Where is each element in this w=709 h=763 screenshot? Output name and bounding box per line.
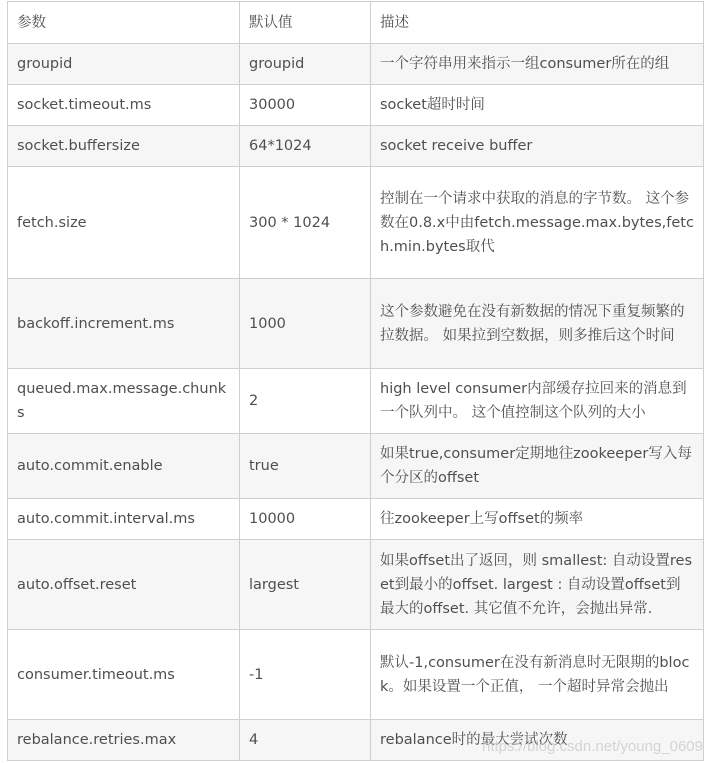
- table-row: [8, 499, 704, 540]
- description-cell: 控制在一个请求中获取的消息的字节数。 这个参数在0.8.x中由fetch.message.max.bytes,fetch.min.bytes取代: [371, 167, 704, 279]
- table-row: [8, 540, 704, 630]
- param-cell: socket.timeout.ms: [8, 85, 240, 126]
- table-row: [8, 167, 704, 279]
- header-description: 描述: [371, 2, 704, 44]
- description-cell: 如果true,consumer定期地往zookeeper写入每个分区的offset: [371, 434, 704, 499]
- header-default: 默认值: [240, 2, 371, 44]
- param-cell: backoff.increment.ms: [8, 279, 240, 369]
- description-cell: socket receive buffer: [371, 126, 704, 167]
- table-row: [8, 369, 704, 434]
- default-cell: 1000: [240, 279, 371, 369]
- description-cell: 如果offset出了返回，则 smallest: 自动设置reset到最小的offset. largest : 自动设置offset到最大的offset. 其它值不允许，会抛出异常.: [371, 540, 704, 630]
- description-cell: 往zookeeper上写offset的频率: [371, 499, 704, 540]
- table-row: [8, 85, 704, 126]
- param-cell: queued.max.message.chunks: [8, 369, 240, 434]
- config-table: [7, 1, 704, 761]
- table-row: [8, 720, 704, 761]
- description-cell: socket超时时间: [371, 85, 704, 126]
- param-cell: auto.commit.interval.ms: [8, 499, 240, 540]
- description-cell: high level consumer内部缓存拉回来的消息到一个队列中。 这个值控制这个队列的大小: [371, 369, 704, 434]
- table-row: [8, 279, 704, 369]
- header-param: 参数: [8, 2, 240, 44]
- watermark: https://blog.csdn.net/young_0609: [481, 738, 703, 755]
- table-row: [8, 126, 704, 167]
- table-row: [8, 434, 704, 499]
- default-cell: 64*1024: [240, 126, 371, 167]
- default-cell: 30000: [240, 85, 371, 126]
- table-row: [8, 44, 704, 85]
- param-cell: consumer.timeout.ms: [8, 630, 240, 720]
- param-cell: socket.buffersize: [8, 126, 240, 167]
- table-row: [8, 630, 704, 720]
- description-cell: 这个参数避免在没有新数据的情况下重复频繁的拉数据。 如果拉到空数据，则多推后这个时间: [371, 279, 704, 369]
- default-cell: 300 * 1024: [240, 167, 371, 279]
- default-cell: groupid: [240, 44, 371, 85]
- default-cell: -1: [240, 630, 371, 720]
- param-cell: auto.offset.reset: [8, 540, 240, 630]
- header-row: [8, 2, 704, 44]
- description-cell: 默认-1,consumer在没有新消息时无限期的block。如果设置一个正值， 一个超时异常会抛出: [371, 630, 704, 720]
- default-cell: 2: [240, 369, 371, 434]
- description-cell: 一个字符串用来指示一组consumer所在的组: [371, 44, 704, 85]
- default-cell: largest: [240, 540, 371, 630]
- param-cell: fetch.size: [8, 167, 240, 279]
- default-cell: 10000: [240, 499, 371, 540]
- default-cell: true: [240, 434, 371, 499]
- param-cell: rebalance.retries.max: [8, 720, 240, 761]
- param-cell: groupid: [8, 44, 240, 85]
- description-cell: rebalance时的最大尝试次数: [371, 720, 704, 761]
- param-cell: auto.commit.enable: [8, 434, 240, 499]
- default-cell: 4: [240, 720, 371, 761]
